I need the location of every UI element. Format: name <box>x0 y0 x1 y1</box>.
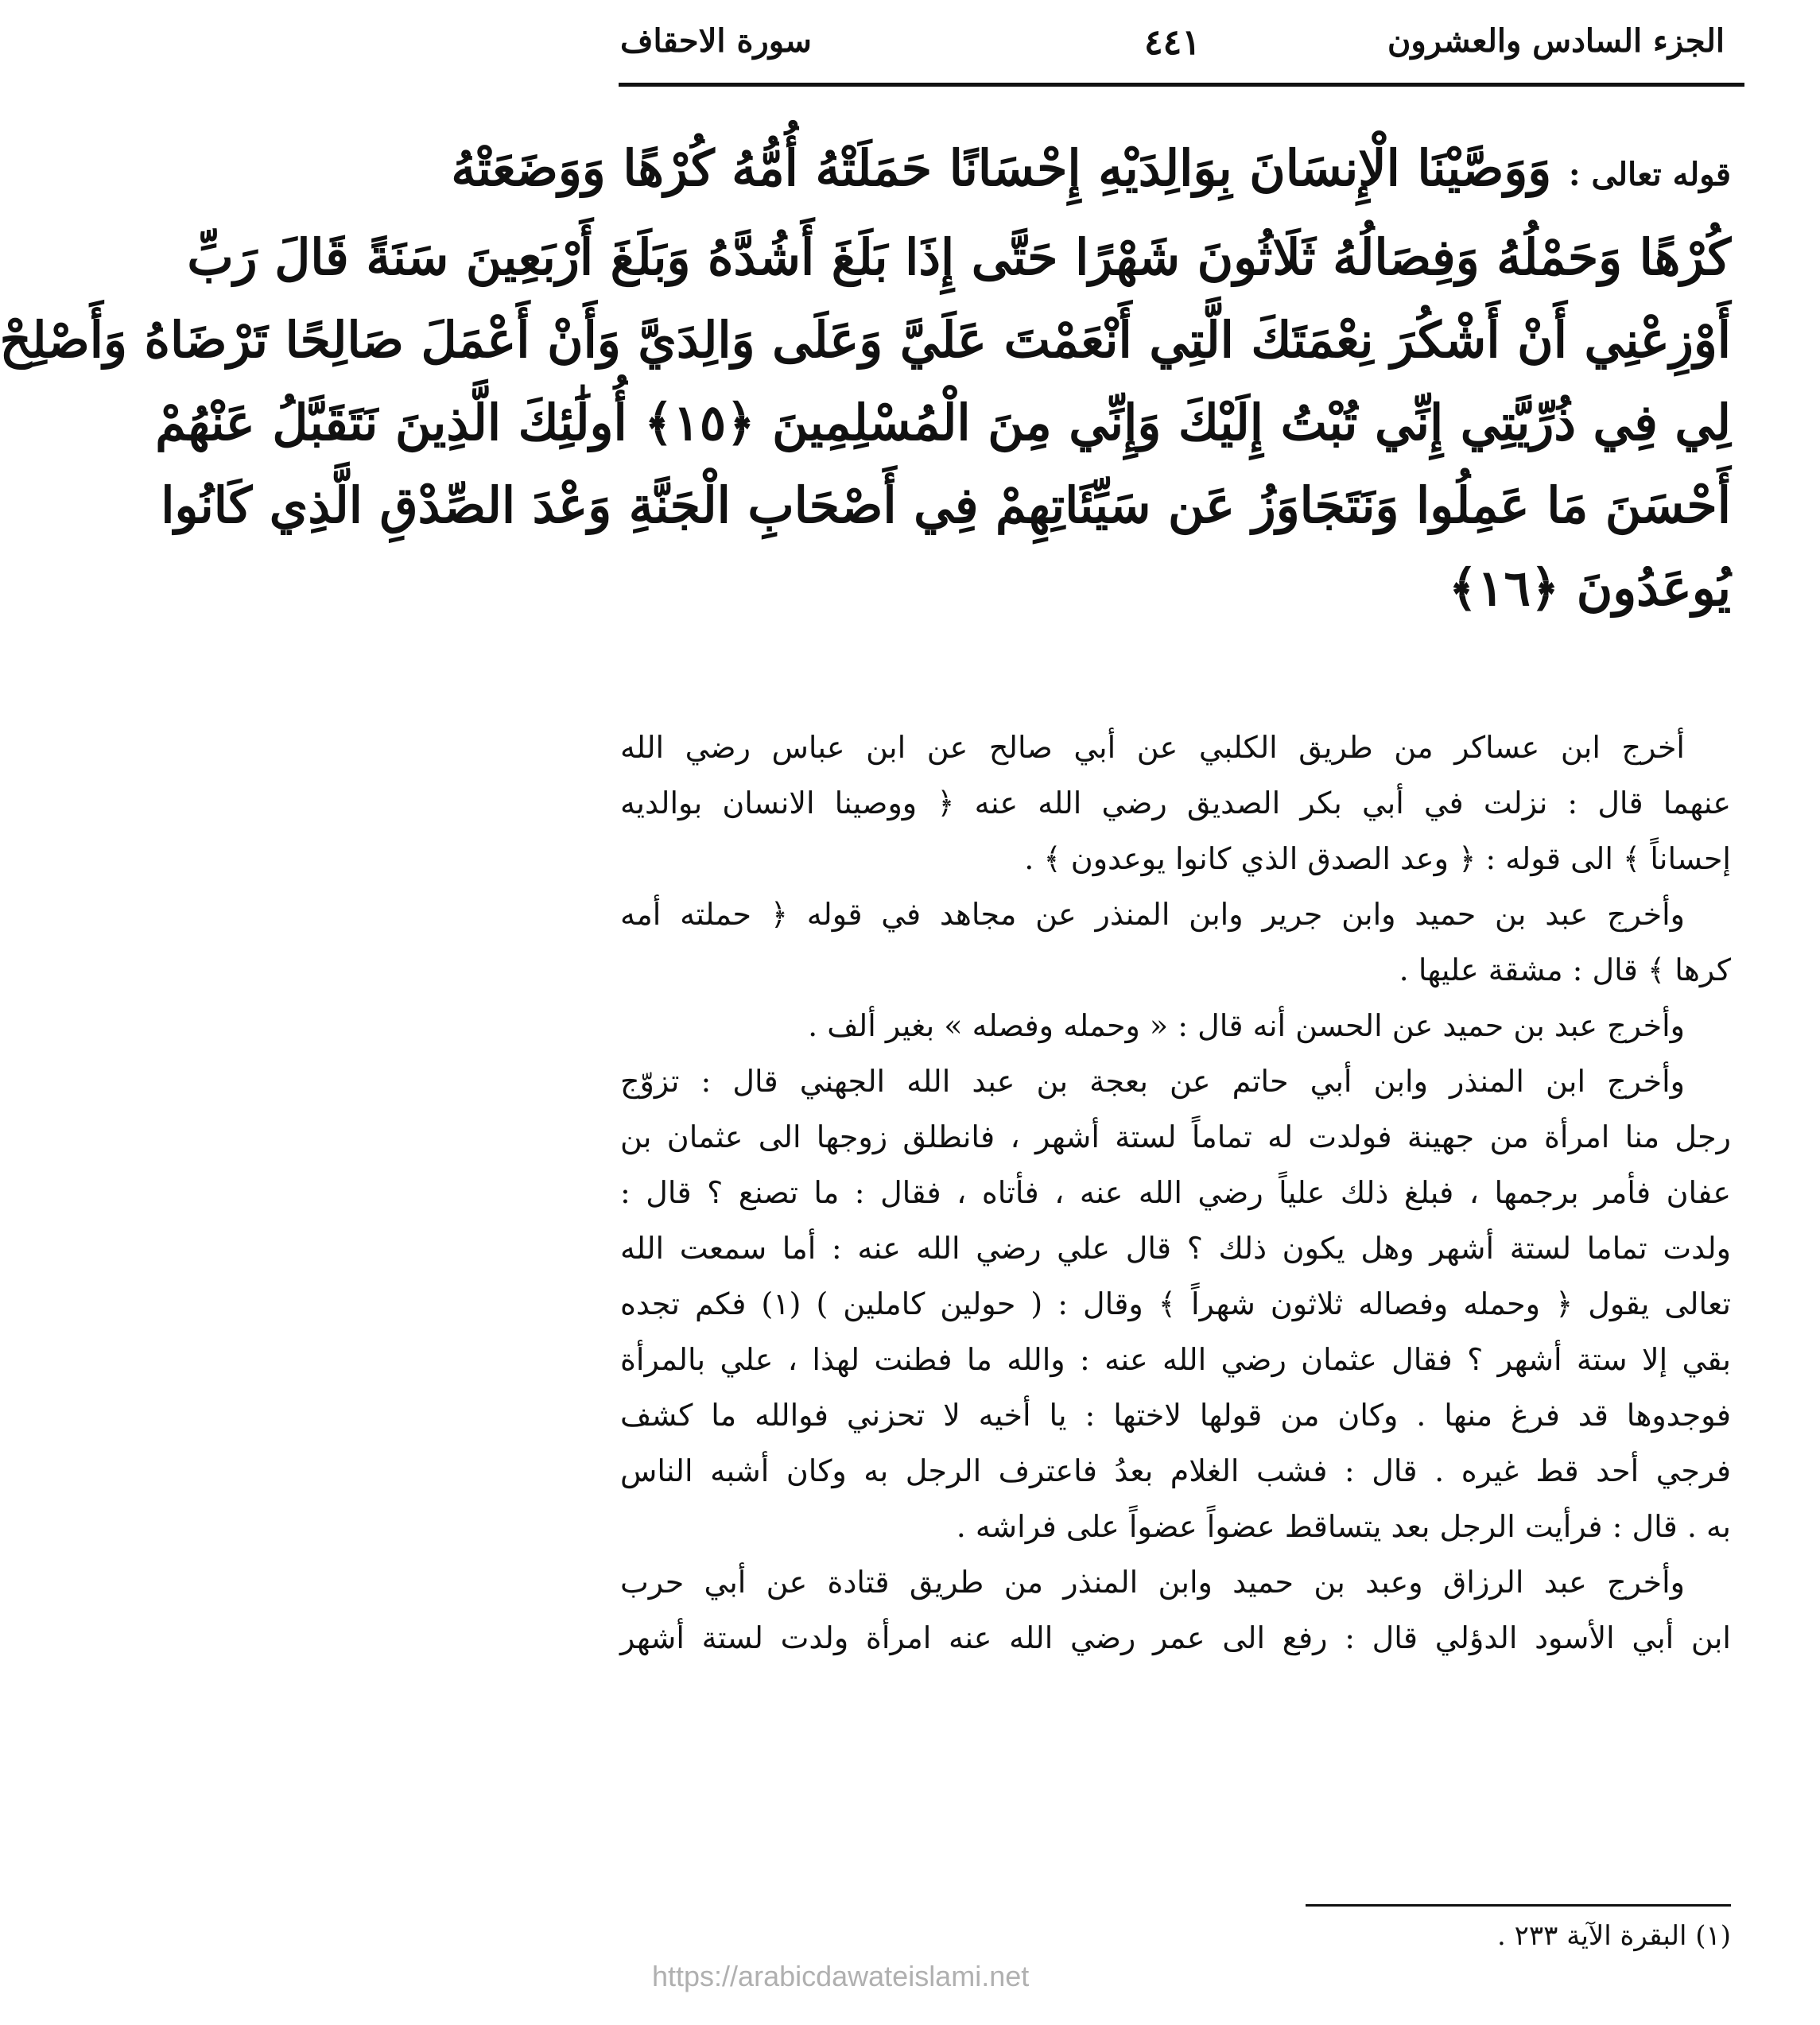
paragraph <box>620 998 1731 1053</box>
verse-text: وَوَصَّيْنَا الْإِنسَانَ بِوَالِدَيْهِ إِحْسَانًا حَمَلَتْهُ أُمُّهُ كُرْهًا وَوَضَعَتْهُ <box>451 139 1552 197</box>
text-line: كرها ﴾ قال : مشقة عليها . <box>1399 952 1731 987</box>
text-line: أخرج ابن عساكر من طريق الكلبي عن أبي صالح عن ابن عباس رضي الله <box>620 730 1685 765</box>
quran-verse-block <box>0 127 1731 630</box>
text-line: بقي إلا ستة أشهر ؟ فقال عثمان رضي الله عنه : والله ما فطنت لهذا ، علي بالمرأة <box>620 1342 1731 1377</box>
text-line: رجل منا امرأة من جهينة فولدت له تماماً لستة أشهر ، فانطلق زوجها الى عثمان بن <box>620 1119 1731 1154</box>
text-line: وأخرج عبد بن حميد عن الحسن أنه قال : « وحمله وفصله » بغير ألف . <box>808 1008 1685 1043</box>
paragraph <box>620 720 1731 886</box>
part-title: الجزء السادس والعشرون <box>1387 22 1725 60</box>
text-line: إحساناً ﴾ الى قوله : ﴿ وعد الصدق الذي كانوا يوعدون ﴾ . <box>1024 841 1731 876</box>
verse-line: يُوعَدُونَ ﴿١٦﴾ <box>1448 559 1731 617</box>
paragraph <box>620 886 1731 998</box>
commentary-body <box>620 720 1731 1666</box>
verse-line <box>451 127 1731 216</box>
page-number: ٤٤١ <box>1144 22 1201 63</box>
text-line: عفان فأمر برجمها ، فبلغ ذلك علياً رضي الله عنه ، فأتاه ، فقال : ما تصنع ؟ قال : <box>620 1175 1731 1210</box>
text-line: تعالى يقول ﴿ وحمله وفصاله ثلاثون شهراً ﴾ وقال : ( حولين كاملين ) (١) فكم تجده <box>620 1286 1731 1321</box>
header-rule <box>619 83 1744 87</box>
verse-line: أَحْسَنَ مَا عَمِلُوا وَنَتَجَاوَزُ عَن سَيِّئَاتِهِمْ فِي أَصْحَابِ الْجَنَّةِ وَعْدَ الصِّدْقِ الَّذِي كَانُوا <box>161 476 1731 534</box>
watermark-url: https://arabicdawateislami.net <box>652 1960 1030 1992</box>
footnote-rule <box>1306 1904 1731 1907</box>
text-line: به . قال : فرأيت الرجل بعد يتساقط عضواً عضواً على فراشه . <box>956 1509 1731 1544</box>
text-line: عنهما قال : نزلت في أبي بكر الصديق رضي الله عنه ﴿ ووصينا الانسان بوالديه <box>620 786 1731 820</box>
text-line: وأخرج عبد الرزاق وعبد بن حميد وابن المنذر من طريق قتادة عن أبي حرب <box>620 1565 1685 1600</box>
verse-line: لِي فِي ذُرِّيَّتِي إِنِّي تُبْتُ إِلَيْكَ وَإِنِّي مِنَ الْمُسْلِمِينَ ﴿١٥﴾ أُولَٰئِكَ الَّذِينَ نَتَقَبَّلُ عَنْهُمْ <box>155 394 1731 452</box>
surah-title: سورة الاحقاف <box>620 22 812 60</box>
verse-line: أَوْزِعْنِي أَنْ أَشْكُرَ نِعْمَتَكَ الَّتِي أَنْعَمْتَ عَلَيَّ وَعَلَى وَالِدَيَّ وَأَنْ أَعْمَلَ صَالِحًا تَرْضَاهُ وَأَصْلِحْ <box>0 311 1731 369</box>
text-line: وأخرج عبد بن حميد وابن جرير وابن المنذر عن مجاهد في قوله ﴿ حملته أمه <box>620 897 1685 932</box>
text-line: فوجدوها قد فرغ منها . وكان من قولها لاختها : يا أخيه لا تحزني فوالله ما كشف <box>620 1398 1731 1433</box>
text-line: وأخرج ابن المنذر وابن أبي حاتم عن بعجة بن عبد الله الجهني قال : تزوّج <box>620 1064 1685 1099</box>
text-line: ابن أبي الأسود الدؤلي قال : رفع الى عمر رضي الله عنه امرأة ولدت لستة أشهر <box>620 1620 1731 1655</box>
verse-line: كُرْهًا وَحَمْلُهُ وَفِصَالُهُ ثَلَاثُونَ شَهْرًا حَتَّى إِذَا بَلَغَ أَشُدَّهُ وَبَلَغَ أَرْبَعِينَ سَنَةً قَالَ رَبِّ <box>187 228 1731 286</box>
footnote: (١) البقرة الآية ٢٣٣ . <box>1496 1920 1731 1952</box>
running-header <box>620 14 1725 78</box>
paragraph <box>620 1554 1731 1666</box>
text-line: ولدت تماما لستة أشهر وهل يكون ذلك ؟ قال علي رضي الله عنه : أما سمعت الله <box>620 1231 1731 1266</box>
text-line: فرجي أحد قط غيره . قال : فشب الغلام بعدُ فاعترف الرجل به وكان أشبه الناس <box>620 1453 1731 1488</box>
paragraph <box>620 1053 1731 1554</box>
verse-intro: قوله تعالى : <box>1568 156 1731 193</box>
